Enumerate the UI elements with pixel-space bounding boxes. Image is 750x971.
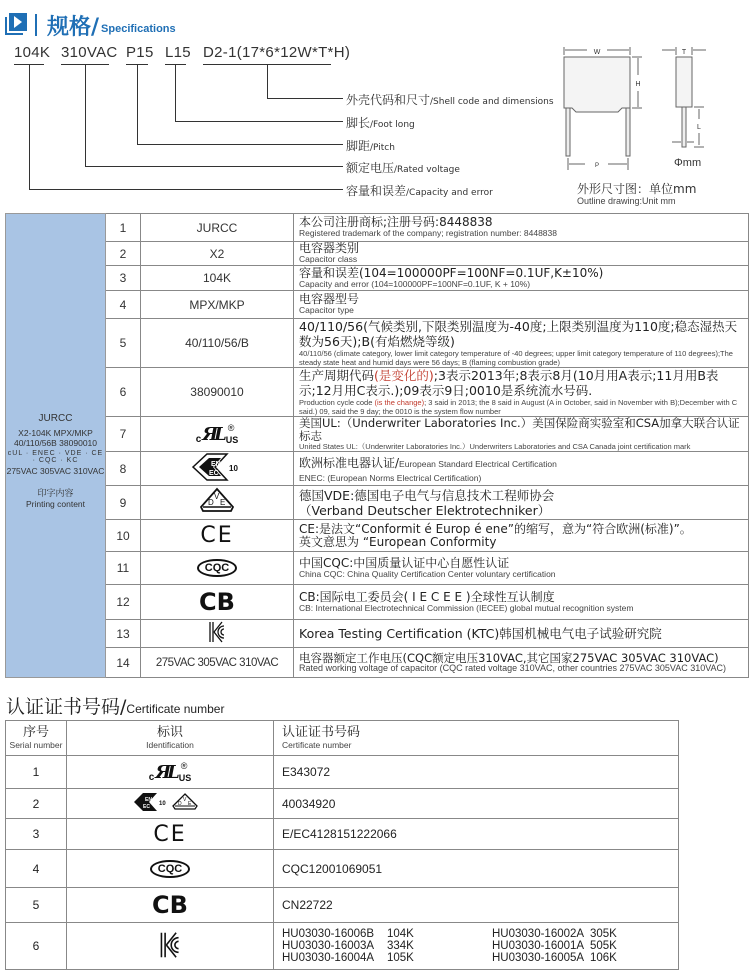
- dim-t: T: [681, 49, 687, 56]
- header-title-zh: 规格/: [47, 14, 100, 40]
- row-number: 8: [106, 452, 141, 486]
- leader-line: [175, 64, 176, 121]
- cert-capacity: 106K: [590, 952, 617, 965]
- table-row: [6, 242, 749, 266]
- code-part-voltage: 310VAC: [61, 44, 118, 61]
- cqc-mark-icon: CQC: [197, 559, 237, 577]
- variable-note: (是变化的): [374, 368, 434, 383]
- row-description: Korea Testing Certification (KTC)韩国机械电气电子试验研究院: [294, 620, 749, 648]
- table-row: [6, 291, 749, 319]
- table-row: [6, 452, 749, 486]
- header-serial: 序号 Serial number: [6, 721, 67, 756]
- svg-text:E: E: [220, 498, 226, 508]
- table-row: [6, 417, 749, 452]
- cb-mark-icon: CB: [152, 891, 188, 919]
- row-mark: MPX/MKP: [141, 291, 294, 319]
- cert-number: HU03030-16004A: [282, 952, 375, 965]
- cert-number: CN22722: [274, 888, 679, 923]
- row-mark: 38090010: [141, 368, 294, 417]
- cert-number: HU03030-16005A: [492, 952, 585, 965]
- row-number: 12: [106, 585, 141, 620]
- dim-phi: Φmm: [674, 157, 702, 169]
- row-description: 40/110/56(气候类别,下限类别温度为-40度;上限类别温度为110度;稳态湿热天数为56天);B(有焰燃烧等级) 40/110/56 (climate category, lower limit category temperature of -40 degrees; upper limit category temperature of 110 degrees);The steady state heat and humid days were 56 days; B (flaming combustion grade): [294, 319, 749, 368]
- svg-text:D: D: [178, 801, 182, 807]
- row-mark: X2: [141, 242, 294, 266]
- cert-table: [5, 720, 679, 970]
- row-number: 5: [6, 888, 67, 923]
- label-pitch: 脚距/Pitch: [346, 139, 395, 153]
- cert-table-header: [6, 721, 679, 756]
- ce-mark-icon: CE: [200, 523, 234, 549]
- header-divider: [35, 14, 37, 36]
- dim-l: L: [697, 124, 701, 131]
- row-mark: [141, 620, 294, 648]
- row-mark: [141, 486, 294, 520]
- table-row: [6, 585, 749, 620]
- vde-mark-icon: [199, 487, 235, 515]
- label-shell-code: 外壳代码和尺寸/Shell code and dimensions: [346, 93, 554, 107]
- printing-line: 40/110/56B 38090010: [13, 437, 98, 448]
- cert-capacity: 505K: [590, 939, 617, 952]
- leader-line: [85, 166, 343, 167]
- row-mark: [67, 850, 274, 888]
- svg-text:EC: EC: [209, 470, 219, 478]
- label-rated-voltage: 额定电压/Rated voltage: [346, 161, 460, 175]
- table-row: [6, 850, 679, 888]
- leader-line: [85, 64, 86, 166]
- leader-line: [137, 64, 138, 144]
- row-description: 中国CQC:中国质量认证中心自愿性认证 China CQC: China Quality Certification Center voluntary certification: [294, 552, 749, 585]
- table-row: [6, 266, 749, 291]
- leader-line: [267, 98, 343, 99]
- printing-label-zh: 印字内容: [37, 489, 74, 500]
- row-number: 4: [106, 291, 141, 319]
- code-part-capacity: 104K: [14, 44, 51, 61]
- row-mark: [141, 452, 294, 486]
- leader-line: [137, 144, 343, 145]
- table-row: [6, 552, 749, 585]
- row-mark: 40/110/56/B: [141, 319, 294, 368]
- printing-line: 275VAC 305VAC 310VAC: [6, 466, 105, 477]
- row-mark: 104K: [141, 266, 294, 291]
- row-number: 14: [106, 648, 141, 678]
- row-number: 5: [106, 319, 141, 368]
- cert-number: HU03030-16001A: [492, 939, 585, 952]
- row-description: 电容器额定工作电压(CQC额定电压310VAC,其它国家275VAC 305VAC 310VAC) Rated working voltage of capacitor (CQC rated voltage 310VAC, other countries 275VAC 305VAC 310VAC): [294, 648, 749, 678]
- cert-number: E343072: [274, 756, 679, 789]
- cul-us-mark-icon: c Я L ® US: [149, 762, 192, 783]
- table-row: [6, 923, 679, 970]
- cert-number-list: [274, 923, 679, 970]
- row-number: 7: [106, 417, 141, 452]
- leader-line: [29, 64, 30, 189]
- code-part-foot: L15: [165, 44, 191, 61]
- row-description: 电容器型号 Capacitor type: [294, 291, 749, 319]
- table-row: [6, 368, 749, 417]
- cert-number: 40034920: [274, 789, 679, 819]
- row-number: 2: [106, 242, 141, 266]
- printing-line: X2-104K MPX/MKP: [18, 427, 93, 438]
- printing-title: JURCC: [38, 412, 73, 424]
- row-description: 欧洲标准电器认证/European Standard Electrical Certification ENEC: (European Norms Electrical Certification): [294, 452, 749, 486]
- leader-line: [175, 121, 343, 122]
- row-number: 6: [6, 923, 67, 970]
- play-box-icon: [5, 13, 29, 37]
- header-title-en: Specifications: [101, 23, 176, 35]
- row-mark: [141, 552, 294, 585]
- code-part-shell: D2-1(17*6*12W*T*H): [203, 44, 351, 61]
- enec-vde-mark-icon: [133, 792, 207, 812]
- outline-caption-en: Outline drawing:Unit mm: [577, 196, 676, 206]
- svg-text:E: E: [188, 801, 192, 807]
- cert-number: HU03030-16006B: [282, 927, 375, 940]
- table-row: [6, 520, 749, 552]
- table-row: [6, 319, 749, 368]
- svg-text:V: V: [214, 492, 220, 502]
- leader-line: [29, 189, 343, 190]
- printing-mark-icons: cUL · ENEC · VDE · CE · CQC · KC: [7, 450, 104, 465]
- table-row: [6, 789, 679, 819]
- cert-capacity: 334K: [387, 939, 414, 952]
- cert-number: HU03030-16002A: [492, 927, 585, 940]
- row-mark: [141, 417, 294, 452]
- table-row: [6, 648, 749, 678]
- row-number: 1: [6, 756, 67, 789]
- row-mark: [67, 789, 274, 819]
- ce-mark-icon: CE: [153, 821, 187, 847]
- cb-mark-icon: CB: [199, 588, 235, 617]
- header-cert-number: 认证证书号码 Certificate number: [274, 721, 679, 756]
- label-capacity-error: 容量和误差/Capacity and error: [346, 184, 493, 198]
- table-row: [6, 756, 679, 789]
- svg-text:EN: EN: [145, 797, 152, 803]
- cul-us-mark-icon: c Я L ® US: [196, 424, 239, 445]
- row-number: 13: [106, 620, 141, 648]
- cert-number: CQC12001069051: [274, 850, 679, 888]
- row-number: 1: [106, 214, 141, 242]
- row-mark: [141, 585, 294, 620]
- spec-table: [5, 213, 749, 678]
- row-description: 电容器类别 Capacitor class: [294, 242, 749, 266]
- row-number: 11: [106, 552, 141, 585]
- dim-h: H: [635, 81, 641, 88]
- dim-p: P: [594, 163, 600, 169]
- row-mark: [67, 888, 274, 923]
- row-number: 2: [6, 789, 67, 819]
- row-mark: [67, 756, 274, 789]
- svg-text:EN: EN: [211, 461, 221, 469]
- cert-section-title: 认证证书号码/Certificate number: [6, 696, 225, 718]
- svg-text:D: D: [208, 498, 214, 508]
- row-description: 美国UL:（Underwriter Laboratories Inc.）美国保险商实验室和CSA加拿大联合认证标志 United States UL:（Underwriter Laboratories Inc.）Underwriters Laboratories and CSA Canada joint certification mark: [294, 417, 749, 452]
- svg-text:V: V: [183, 797, 187, 803]
- leader-line: [267, 64, 268, 98]
- table-row: [6, 486, 749, 520]
- row-mark: [67, 819, 274, 850]
- row-mark: JURCC: [141, 214, 294, 242]
- section-header-specifications: [5, 12, 176, 38]
- row-mark: [67, 923, 274, 970]
- code-part-pitch: P15: [126, 44, 154, 61]
- cert-number: E/EC4128151222066: [274, 819, 679, 850]
- row-description: 本公司注册商标;注册号码:8448838 Registered trademark of the company; registration number: 8448838: [294, 214, 749, 242]
- dim-w: W: [593, 49, 601, 56]
- printing-content-cell: [6, 214, 106, 678]
- row-number: 10: [106, 520, 141, 552]
- svg-text:EC: EC: [143, 804, 150, 810]
- cert-capacity: 104K: [387, 927, 414, 940]
- svg-text:10: 10: [229, 464, 238, 474]
- row-number: 9: [106, 486, 141, 520]
- cert-capacity: 105K: [387, 952, 414, 965]
- row-description: CE:是法文“Conformit é Europ é ene”的缩写，意为“符合欧洲(标准)”。 英文意思为 “European Conformity: [294, 520, 749, 552]
- row-description: 容量和误差(104=100000PF=100NF=0.1UF,K±10%) Capacity and error (104=100000PF=100NF=0.1UF, K + 10%): [294, 266, 749, 291]
- label-foot-long: 脚长/Foot long: [346, 116, 415, 130]
- row-description: CB:国际电工委员会( I E C E E )全球性互认制度 CB: International Electrotechnical Commission (IECEE) global mutual recognition system: [294, 585, 749, 620]
- row-number: 3: [6, 819, 67, 850]
- table-row: [6, 888, 679, 923]
- row-mark: [141, 520, 294, 552]
- cert-number: HU03030-16003A: [282, 939, 375, 952]
- row-description: 德国VDE:德国电子电气与信息技术工程师协会 （Verband Deutscher Elektrotechniker）: [294, 486, 749, 520]
- header-identification: 标识 Identification: [67, 721, 274, 756]
- row-number: 4: [6, 850, 67, 888]
- table-row: [6, 214, 749, 242]
- outline-caption-zh: 外形尺寸图：单位mm: [577, 182, 697, 196]
- table-row: [6, 620, 749, 648]
- printing-label-en: Printing content: [25, 499, 86, 510]
- row-number: 3: [106, 266, 141, 291]
- enec-mark-icon: [191, 452, 243, 482]
- variable-note-en: (is the change): [374, 398, 425, 407]
- row-mark: 275VAC 305VAC 310VAC: [141, 648, 294, 678]
- cqc-mark-icon: CQC: [150, 860, 190, 878]
- table-row: [6, 819, 679, 850]
- cert-capacity: 305K: [590, 927, 617, 940]
- row-number: 6: [106, 368, 141, 417]
- row-description: 生产周期代码(是变化的);3表示2013年;8表示8月(10月用A表示;11月用B表示;12月用C表示.);09表示9日;0010是系统流水号码. Production cycle code (is the change); 3 said in 2013; the 8 said in August (A in October, said in November with B);December with C said.) 09, said the 9 day; the 0010 is the system flow number: [294, 368, 749, 417]
- svg-text:10: 10: [159, 801, 166, 807]
- kc-mark-icon: [159, 930, 181, 960]
- kc-mark-icon: [208, 620, 226, 644]
